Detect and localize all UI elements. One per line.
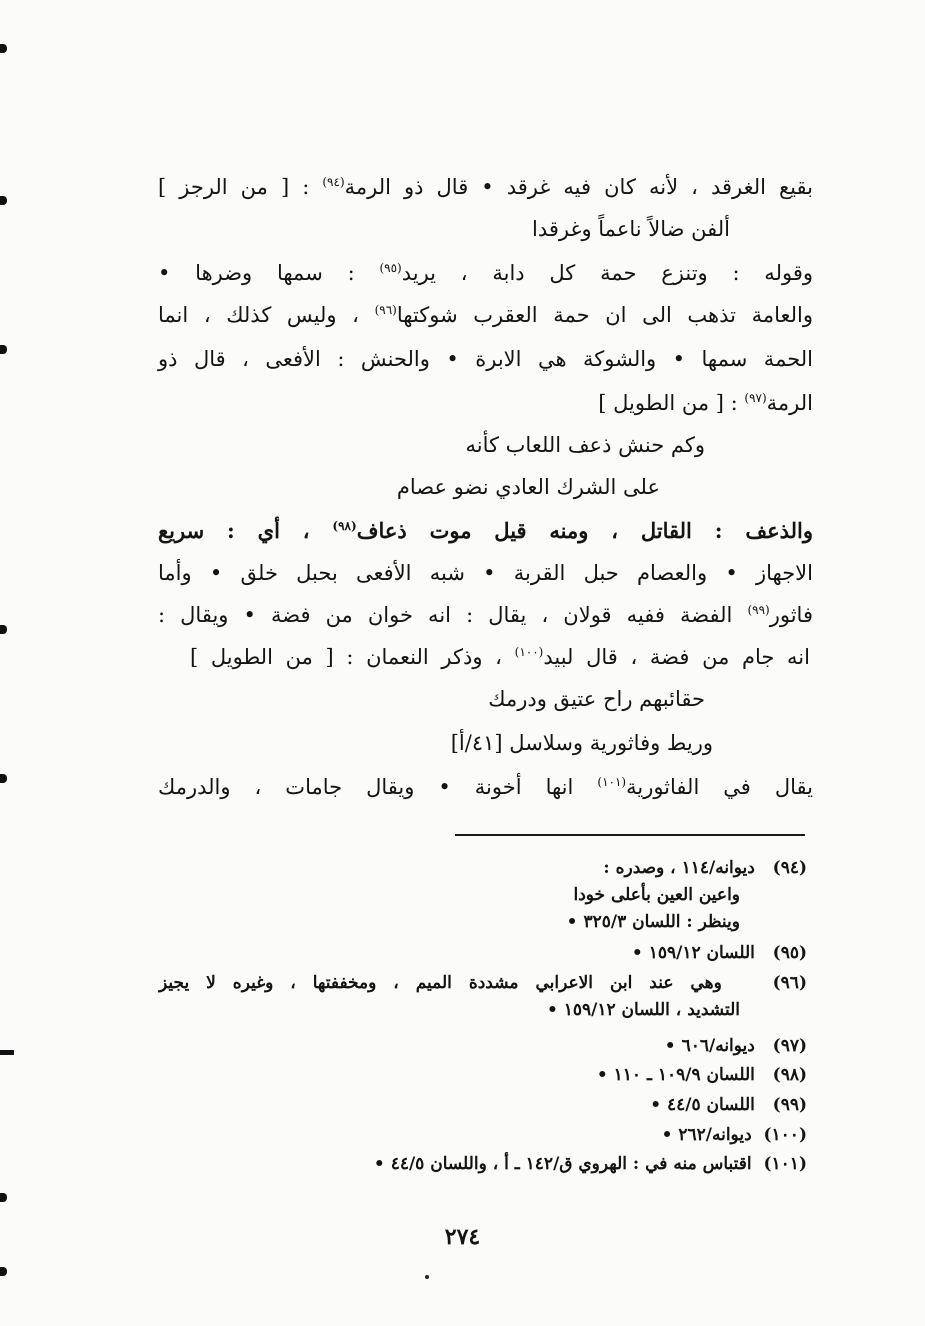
footnote: (٩٦) وهي عند ابن الاعرابي مشددة الميم ، ومخففتها ، وغيره لا يجيز [159,973,807,993]
footnote: (٩٤) ديوانه/١١٤ ، وصدره : [603,858,807,878]
verse-line: ألفن ضالاً ناعماً وغرقدا [532,217,730,241]
folio-mark: [٤١/أ] [450,731,503,755]
binding-mark [0,44,7,53]
text-line: الرمة$^{(٩٧)}$ : [ من الطويل ] [598,391,813,415]
footnote: (١٠٠) ديوانه/٢٦٢ • [661,1125,807,1145]
footnote: (٩٥) اللسان ١٥٩/١٢ • [631,943,807,963]
verse-line: حقائبهم راح عتيق ودرمك [488,687,705,711]
binding-mark [0,625,7,634]
text-line: الحمة سمها • والشوكة هي الابرة • والحنش : الأفعى ، قال ذو [158,347,813,371]
footnote-line: واعين العين بأعلى خودا [573,885,740,905]
binding-mark [0,345,7,354]
footnote: (٩٩) اللسان ٤٤/٥ • [650,1095,807,1115]
footnote: (٩٨) اللسان ١٠٩/٩ ـ ١١٠ • [596,1065,807,1085]
footnote-separator [455,834,805,836]
text-line: بقيع الغرقد ، لأنه كان فيه غرقد • قال ذو الرمة$^{(٩٤)}$ : [ من الرجز ] [158,175,813,199]
binding-mark [0,774,7,783]
binding-mark [0,196,7,205]
binding-mark [0,1050,14,1055]
footnote-line: التشديد ، اللسان ١٥٩/١٢ • [546,1000,740,1020]
text-line: فاثور$^{(٩٩)}$ الفضة ففيه قولان ، يقال : انه خوان من فضة • ويقال : [158,603,813,627]
footnote: (٩٧) ديوانه/٦٠٦ • [664,1036,807,1056]
footnote-line: وينظر : اللسان ٣٢٥/٣ • [566,912,740,932]
text-line: وقوله : وتنزع حمة كل دابة ، يريد$^{(٩٥)}$ : سمها وضرها • [158,261,813,285]
text-line: والعامة تذهب الى ان حمة العقرب شوكتها$^{(٩٦)}$ ، وليس كذلك ، انما [158,303,813,327]
verse-line: وريط وفاثورية وسلاسل [٤١/أ] [450,731,713,755]
text-line: الاجهاز • والعصام حبل القربة • شبه الأفعى بحبل خلق • وأما [158,561,813,585]
text-line: يقال في الفاثورية$^{(١٠١)}$ انها أخونة • ويقال جامات ، والدرمك [158,775,813,799]
text-line: انه جام من فضة ، قال لبيد$^{(١٠٠)}$ ، وذكر النعمان : [ من الطويل ] [190,645,810,669]
verse-line: وكم حنش ذعف اللعاب كأنه [465,433,705,457]
verse-line: على الشرك العادي نضو عصام [396,475,660,499]
binding-mark [0,1267,7,1276]
ink-speck [425,1275,429,1279]
page-number: ٢٧٤ [444,1224,481,1250]
binding-mark [0,1193,7,1202]
text-line: والذعف : القاتل ، ومنه قيل موت ذعاف$^{(٩٨)}$ ، أي : سريع [158,518,814,543]
footnote: (١٠١) اقتباس منه في : الهروي ق/١٤٢ ـ أ ، واللسان ٤٤/٥ • [373,1154,807,1174]
